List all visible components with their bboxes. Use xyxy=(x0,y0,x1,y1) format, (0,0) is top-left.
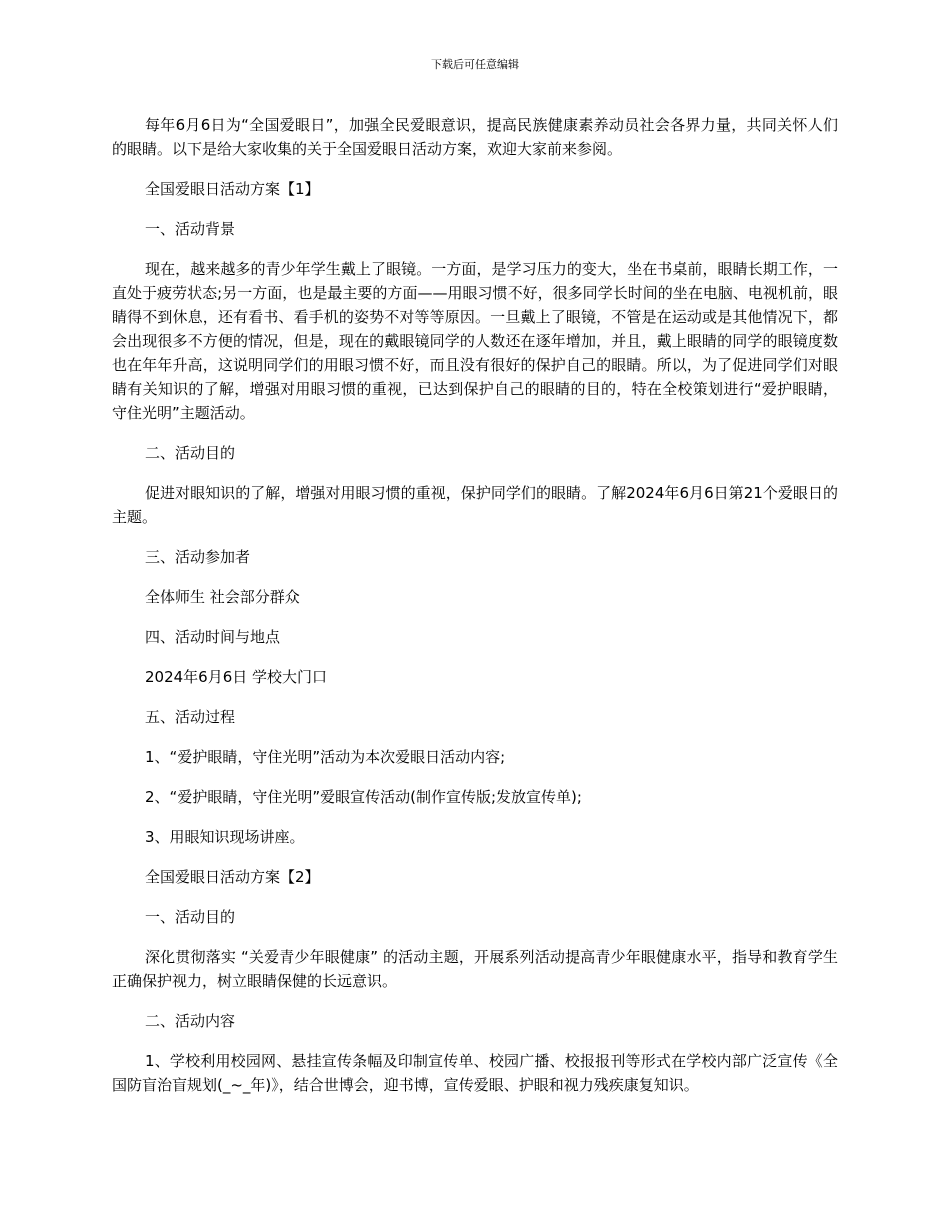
intro-paragraph: 每年6月6日为“全国爱眼日”，加强全民爱眼意识，提高民族健康素养动员社会各界力量，共同关怀人们的眼睛。以下是给大家收集的关于全国爱眼日活动方案，欢迎大家前来参阅。 xyxy=(112,116,838,158)
section-title-plan-1: 全国爱眼日活动方案【1】 xyxy=(145,180,320,198)
heading-purpose-2: 一、活动目的 xyxy=(145,908,236,926)
time-place-paragraph: 2024年6月6日 学校大门口 xyxy=(145,668,328,686)
heading-time-place: 四、活动时间与地点 xyxy=(145,628,281,646)
participants-paragraph: 全体师生 社会部分群众 xyxy=(145,588,300,606)
heading-background: 一、活动背景 xyxy=(145,220,236,238)
section-title-plan-2: 全国爱眼日活动方案【2】 xyxy=(145,868,320,886)
purpose-paragraph-2: 深化贯彻落实 “关爱青少年眼健康” 的活动主题，开展系列活动提高青少年眼健康水平，指导和教育学生正确保护视力，树立眼睛保健的长远意识。 xyxy=(112,948,838,990)
heading-purpose: 二、活动目的 xyxy=(145,444,236,462)
document-body xyxy=(112,113,838,1113)
page-header: 下载后可任意编辑 xyxy=(431,58,519,71)
process-item-3: 3、用眼知识现场讲座。 xyxy=(145,828,305,846)
process-item-1: 1、“爱护眼睛，守住光明”活动为本次爱眼日活动内容; xyxy=(145,748,506,766)
background-paragraph: 现在，越来越多的青少年学生戴上了眼镜。一方面，是学习压力的变大，坐在书桌前，眼睛长期工作，一直处于疲劳状态;另一方面，也是最主要的方面——用眼习惯不好，很多同学长时间的坐在电脑、电视机前，眼睛得不到休息，还有看书、看手机的姿势不对等等原因。一旦戴上了眼镜，不管是在运动或是其他情况下，都会出现很多不方便的情况，但是，现在的戴眼镜同学的人数还在逐年增加，并且，戴上眼睛的同学的眼镜度数也在年年升高，这说明同学们的用眼习惯不好，而且没有很好的保护自己的眼睛。所以，为了促进同学们对眼睛有关知识的了解，增强对用眼习惯的重视，已达到保护自己的眼睛的目的，特在全校策划进行“爱护眼睛，守住光明”主题活动。 xyxy=(112,260,838,422)
purpose-paragraph: 促进对眼知识的了解，增强对用眼习惯的重视，保护同学们的眼睛。了解2024年6月6日第21个爱眼日的主题。 xyxy=(112,484,838,526)
heading-content: 二、活动内容 xyxy=(145,1012,236,1030)
content-item-1: 1、学校利用校园网、悬挂宣传条幅及印制宣传单、校园广播、校报报刊等形式在学校内部广泛宣传《全国防盲治盲规划(_~_年)》，结合世博会，迎书博，宣传爱眼、护眼和视力残疾康复知识。 xyxy=(112,1052,838,1094)
heading-participants: 三、活动参加者 xyxy=(145,548,251,566)
process-item-2: 2、“爱护眼睛，守住光明”爱眼宣传活动(制作宣传版;发放宣传单); xyxy=(145,788,582,806)
heading-process: 五、活动过程 xyxy=(145,708,236,726)
